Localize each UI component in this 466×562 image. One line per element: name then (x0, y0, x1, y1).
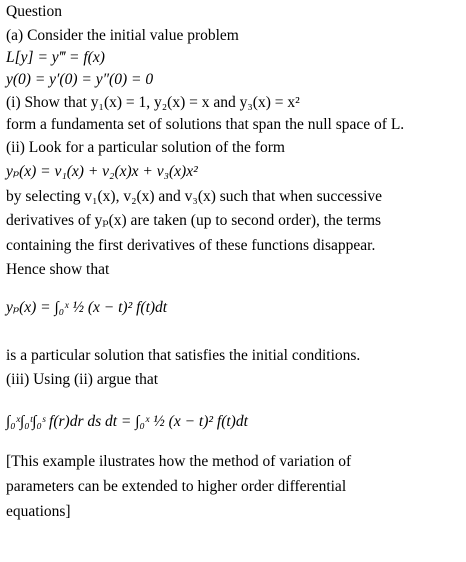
part-a-intro: (a) Consider the initial value problem (6, 27, 239, 44)
equation-ode: L[y] = y‴ = f(x) (6, 49, 105, 66)
part-i-statement: (i) Show that y₁(x) = 1, y₂(x) = x and y₃(x) = x² (6, 94, 300, 111)
note-line-1: [This example ilustrates how the method of variation of (6, 453, 352, 470)
equation-triple-integral: ∫₀ˣ∫₀ᵗ∫₀ˢ f(r)dr ds dt = ∫₀ˣ ½ (x − t)² f(t)dt (6, 413, 248, 430)
part-ii-text-2: derivatives of yₚ(x) are taken (up to second order), the terms (6, 212, 382, 229)
part-iii-statement: (iii) Using (ii) argue that (6, 371, 159, 388)
part-ii-text-3: containing the first derivatives of these functions disappear. (6, 237, 376, 254)
equation-particular-form: yₚ(x) = v₁(x) + v₂(x)x + v₃(x)x² (6, 163, 198, 180)
part-ii-text-4: Hence show that (6, 261, 110, 278)
part-ii-text-1: by selecting v₁(x), v₂(x) and v₃(x) such that when successive (6, 188, 383, 205)
note-line-2: parameters can be extended to higher order differential (6, 478, 347, 495)
equation-initial-conditions: y(0) = y′(0) = y″(0) = 0 (6, 71, 154, 88)
part-ii-conclusion: is a particular solution that satisfies the initial conditions. (6, 347, 361, 364)
note-line-3: equations] (6, 503, 71, 520)
part-ii-statement: (ii) Look for a particular solution of the form (6, 139, 285, 156)
equation-particular-solution: yₚ(x) = ∫₀ˣ ½ (x − t)² f(t)dt (6, 299, 168, 316)
question-heading: Question (6, 3, 62, 20)
part-i-continuation: form a fundamenta set of solutions that span the null space of L. (6, 116, 405, 133)
